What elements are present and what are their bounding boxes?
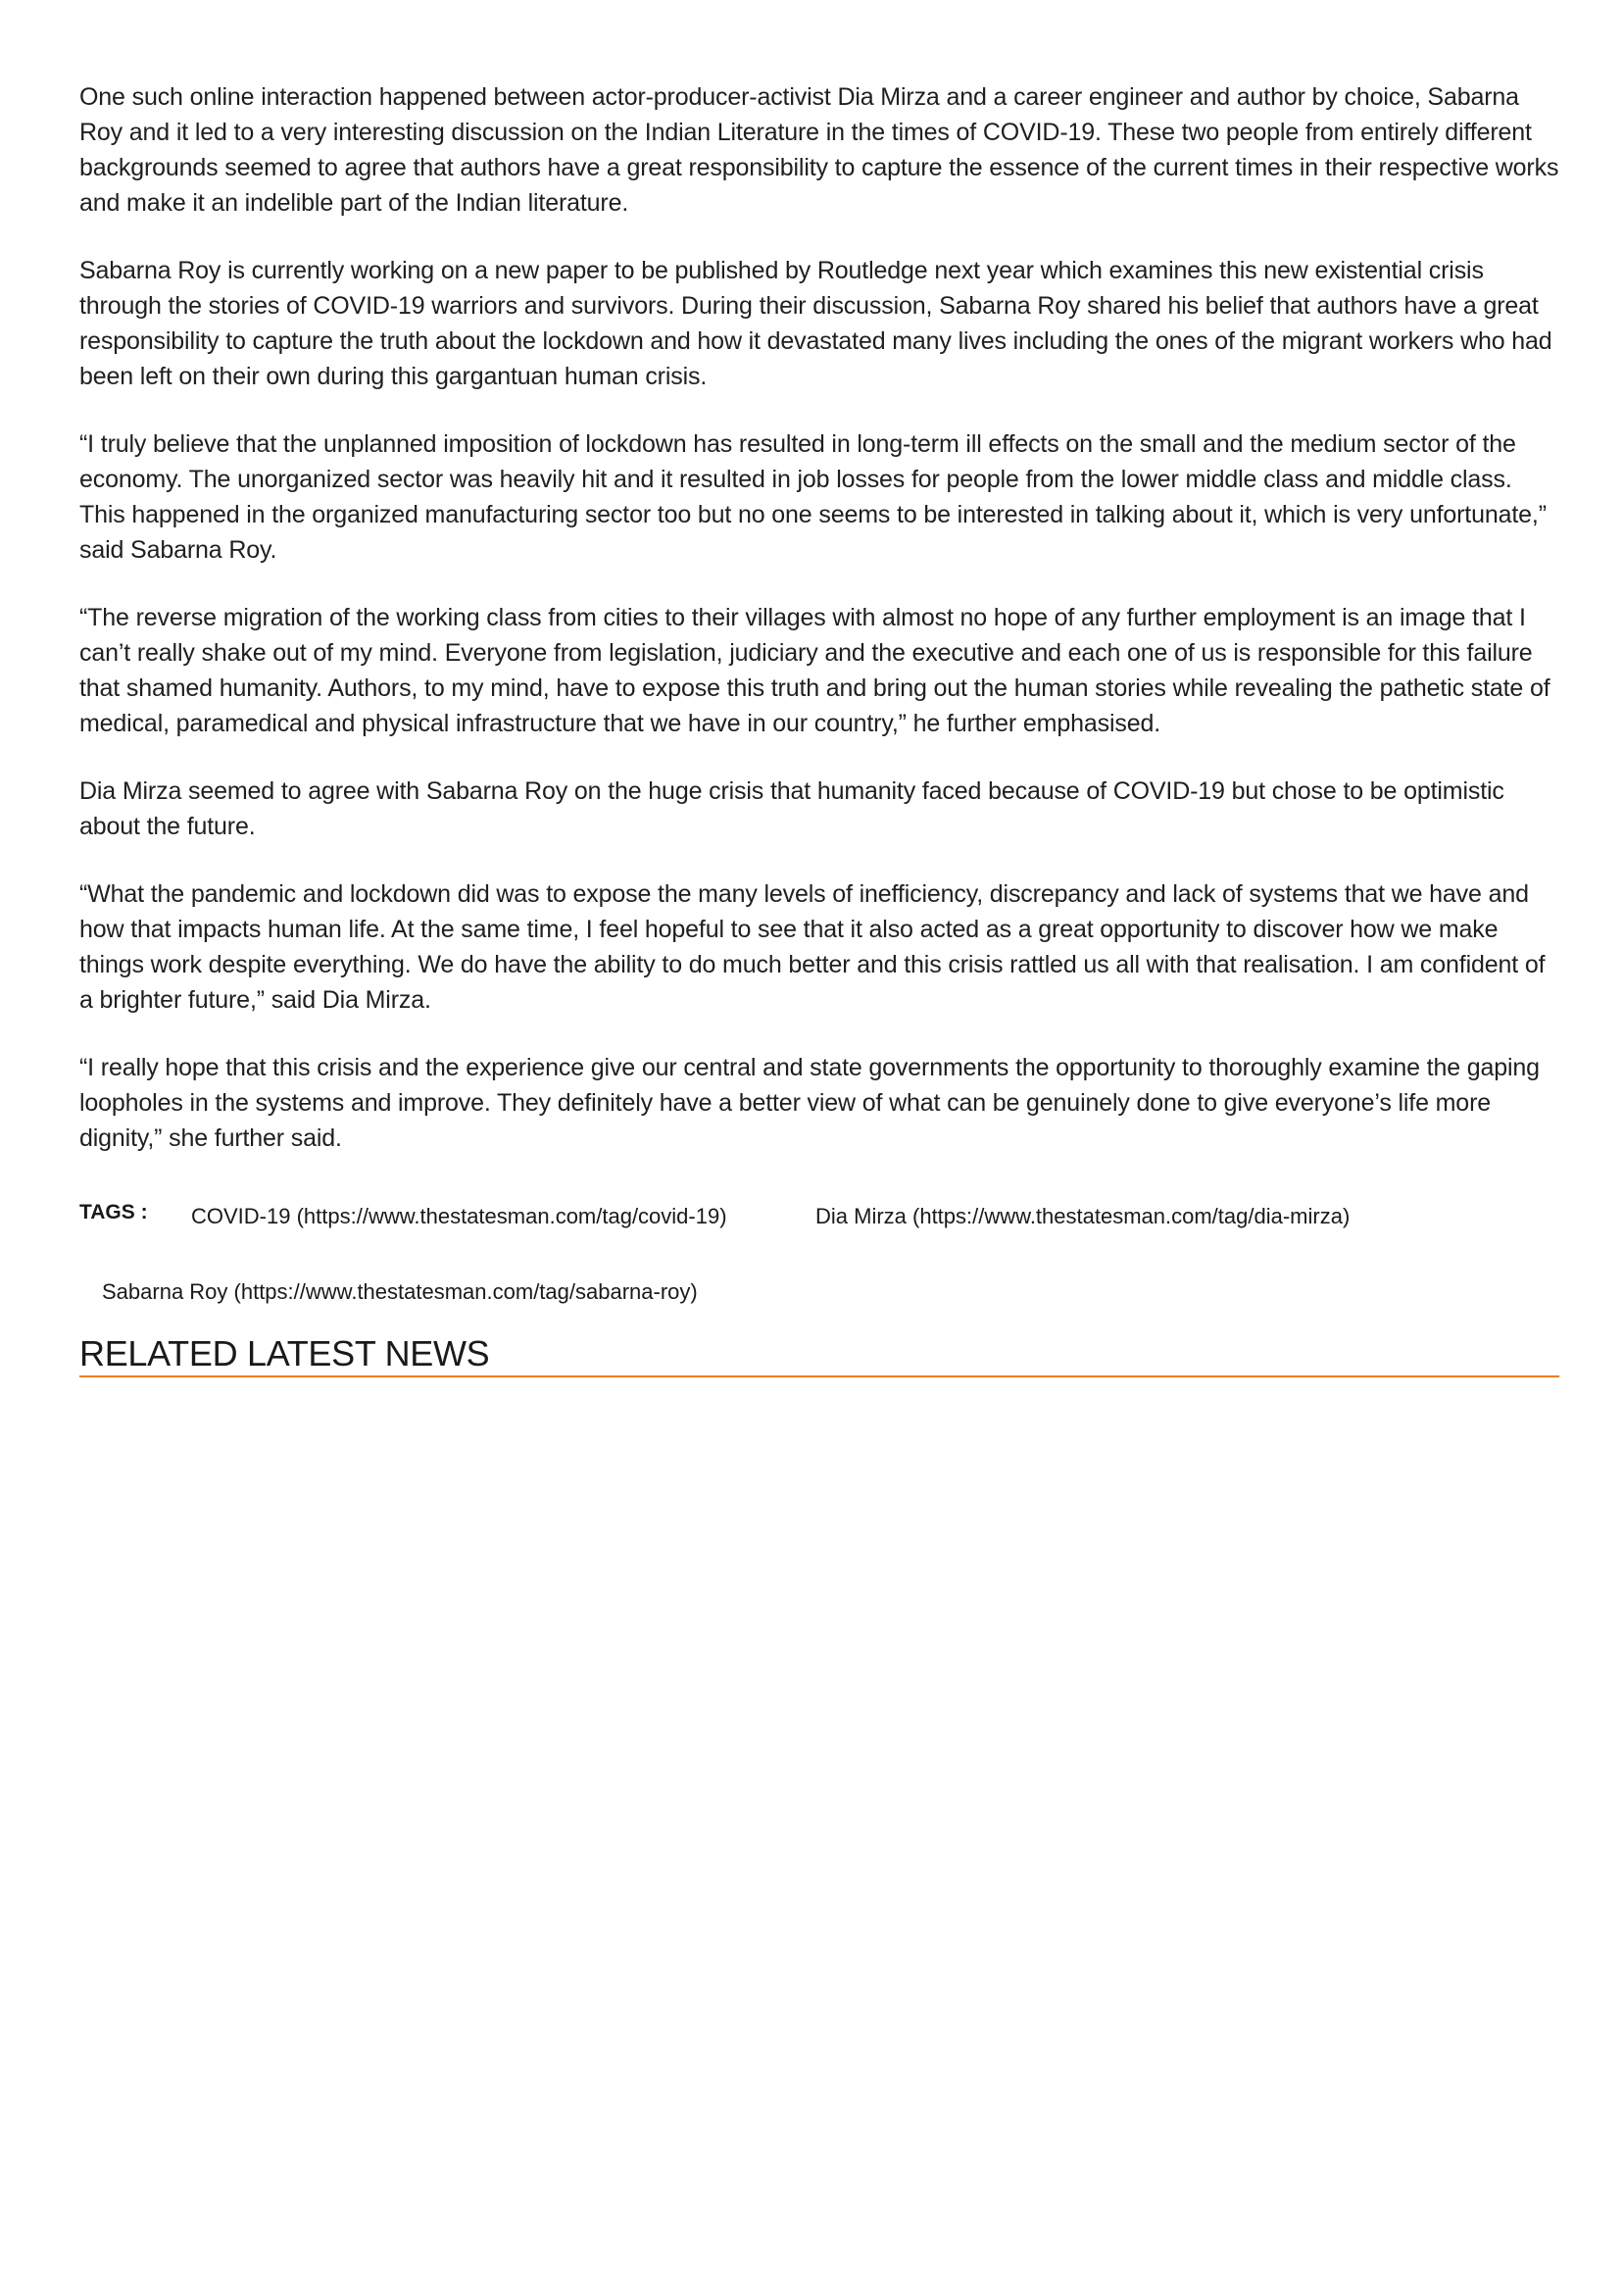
tags-section [79, 1201, 1559, 1307]
article-page [79, 79, 1559, 1377]
related-news-heading: RELATED LATEST NEWS [79, 1333, 490, 1373]
article-paragraph: One such online interaction happened between actor-producer-activist Dia Mirza and a career engineer and author by choice, Sabarna Roy and it led to a very interesting discussion on the Indian Literature in the times of COVID-19. These two people from entirely different backgrounds seemed to agree that authors have a great responsibility to capture the essence of the current times in their respective works and make it an indelible part of the Indian literature. [79, 83, 1559, 217]
tags-label: TAGS : [79, 1201, 148, 1223]
tag-link-sabarna-roy[interactable]: Sabarna Roy (https://www.thestatesman.com/tag/sabarna-roy) [102, 1279, 698, 1304]
article-paragraph: “I really hope that this crisis and the experience give our central and state governments the opportunity to thoroughly examine the gaping loopholes in the systems and improve. They definitely have a better view of what can be genuinely done to give everyone’s life more dignity,” she further said. [79, 1054, 1540, 1152]
tag-link-dia-mirza[interactable]: Dia Mirza (https://www.thestatesman.com/tag/dia-mirza) [815, 1204, 1351, 1228]
article-paragraph: “I truly believe that the unplanned imposition of lockdown has resulted in long-term ill effects on the small and the medium sector of the economy. The unorganized sector was heavily hit and it resulted in job losses for people from the lower middle class and middle class. This happened in the organized manufacturing sector too but no one seems to be interested in talking about it, which is very unfortunate,” said Sabarna Roy. [79, 430, 1547, 564]
article-body [79, 79, 1559, 1156]
article-paragraph: “The reverse migration of the working class from cities to their villages with almost no hope of any further employment is an image that I can’t really shake out of my mind. Everyone from legislation, judiciary and the executive and each one of us is responsible for this failure that shamed humanity. Authors, to my mind, have to expose this truth and bring out the human stories while revealing the pathetic state of medical, paramedical and physical infrastructure that we have in our country,” he further emphasised. [79, 604, 1550, 737]
article-paragraph: “What the pandemic and lockdown did was to expose the many levels of inefficiency, discrepancy and lack of systems that we have and how that impacts human life. At the same time, I feel hopeful to see that it also acted as a great opportunity to discover how we make things work despite everything. We do have the ability to do much better and this crisis rattled us all with that realisation. I am confident of a brighter future,” said Dia Mirza. [79, 880, 1546, 1014]
article-paragraph: Dia Mirza seemed to agree with Sabarna Roy on the huge crisis that humanity faced because of COVID-19 but chose to be optimistic about the future. [79, 777, 1504, 840]
tag-link-covid-19[interactable]: COVID-19 (https://www.thestatesman.com/tag/covid-19) [191, 1204, 727, 1228]
article-paragraph: Sabarna Roy is currently working on a new paper to be published by Routledge next year which examines this new existential crisis through the stories of COVID-19 warriors and survivors. During their discussion, Sabarna Roy shared his belief that authors have a great responsibility to capture the truth about the lockdown and how it devastated many lives including the ones of the migrant workers who had been left on their own during this gargantuan human crisis. [79, 257, 1552, 390]
related-news-section [79, 1332, 1559, 1377]
